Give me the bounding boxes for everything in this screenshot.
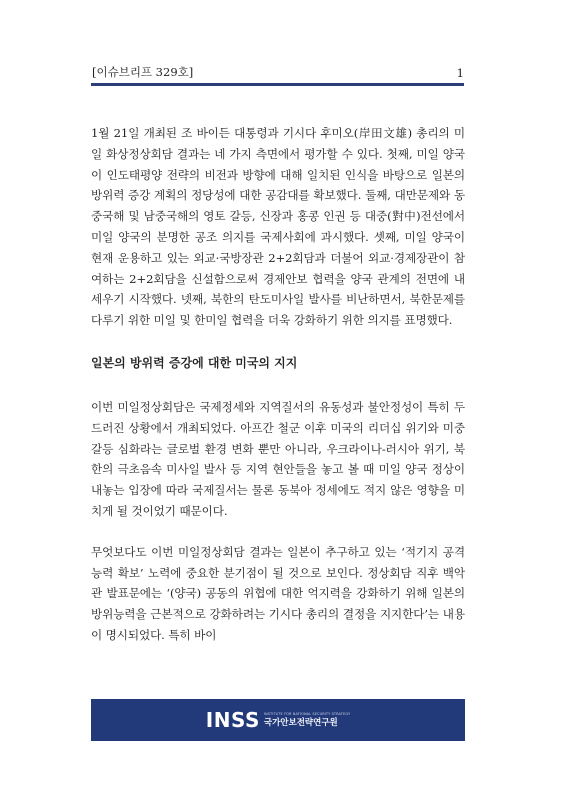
inss-logo-word: INSS (205, 708, 260, 732)
paragraph-defense: 무엇보다도 이번 미일정상회담 결과는 일본이 추구하고 있는 ‘적기지 공격능력 확보’ 노력에 중요한 분기점이 될 것으로 보인다. 정상회담 직후 백악관 발표문에는 ‘(양국) 공동의 위협에 대한 억지력을 강화하기 위해 일본의 방위능력을 근본적으로 강화하려는 기시다 총리의 결정을 지지한다’는 내용이 명시되었다. 특히 바이 (91, 544, 465, 642)
paragraph-intro: 1월 21일 개최된 조 바이든 대통령과 기시다 후미오(岸田文雄) 총리의 미일 화상정상회담 결과는 네 가지 측면에서 평가할 수 있다. 첫째, 미일 양국이 인도태평양 전략의 비전과 방향에 대해 일치된 인식을 바탕으로 일본의 방위력 증강 계획의 정당성에 대한 공감대를 확보했다. 둘째, 대만문제와 동중국해 및 남중국해의 영토 갈등, 신장과 홍콩 인권 등 대중(對中)전선에서 미일 양국의 분명한 공조 의지를 국제사회에 과시했다. 셋째, 미일 양국이 현재 운용하고 있는 외교·국방장관 2+2회담과 더불어 외교·경제장관이 참여하는 2+2회담을 신설함으로써 경제안보 협력을 양국 관계의 전면에 내세우기 시작했다. 넷째, 북한의 탄도미사일 발사를 비난하면서, 북한문제를 다루기 위한 미일 및 한미일 협력을 더욱 강화하기 위한 의지를 표명했다. (91, 126, 465, 328)
paragraph-context: 이번 미일정상회담은 국제정세와 지역질서의 유동성과 불안정성이 특히 두드러진 상황에서 개최되었다. 아프간 철군 이후 미국의 리더십 위기와 미중갈등 심화라는 글로벌 환경 변화 뿐만 아니라, 우크라이나-러시아 위기, 북한의 극초음속 미사일 발사 등 지역 현안들을 놓고 볼 때 미일 양국 정상이 내놓는 입장에 따라 국제질서는 물론 동북아 정세에도 적지 않은 영향을 미치게 될 것이었기 때문이다. (91, 399, 465, 518)
page-header (92, 64, 464, 80)
header-rule (91, 83, 464, 86)
section-heading: 일본의 방위력 증강에 대한 미국의 지지 (91, 355, 298, 370)
inss-logo-text (264, 712, 350, 728)
document-body (91, 123, 465, 646)
issue-brief-label: [이슈브리프 329호] (92, 65, 194, 79)
page-number: 1 (456, 66, 464, 80)
inss-logo (206, 708, 350, 732)
inss-logo-korean: 국가안보전략연구원 (263, 718, 338, 728)
footer-banner (91, 699, 465, 741)
inss-logo-english: INSTITUTE FOR NATIONAL SECURITY STRATEGY (263, 712, 351, 716)
